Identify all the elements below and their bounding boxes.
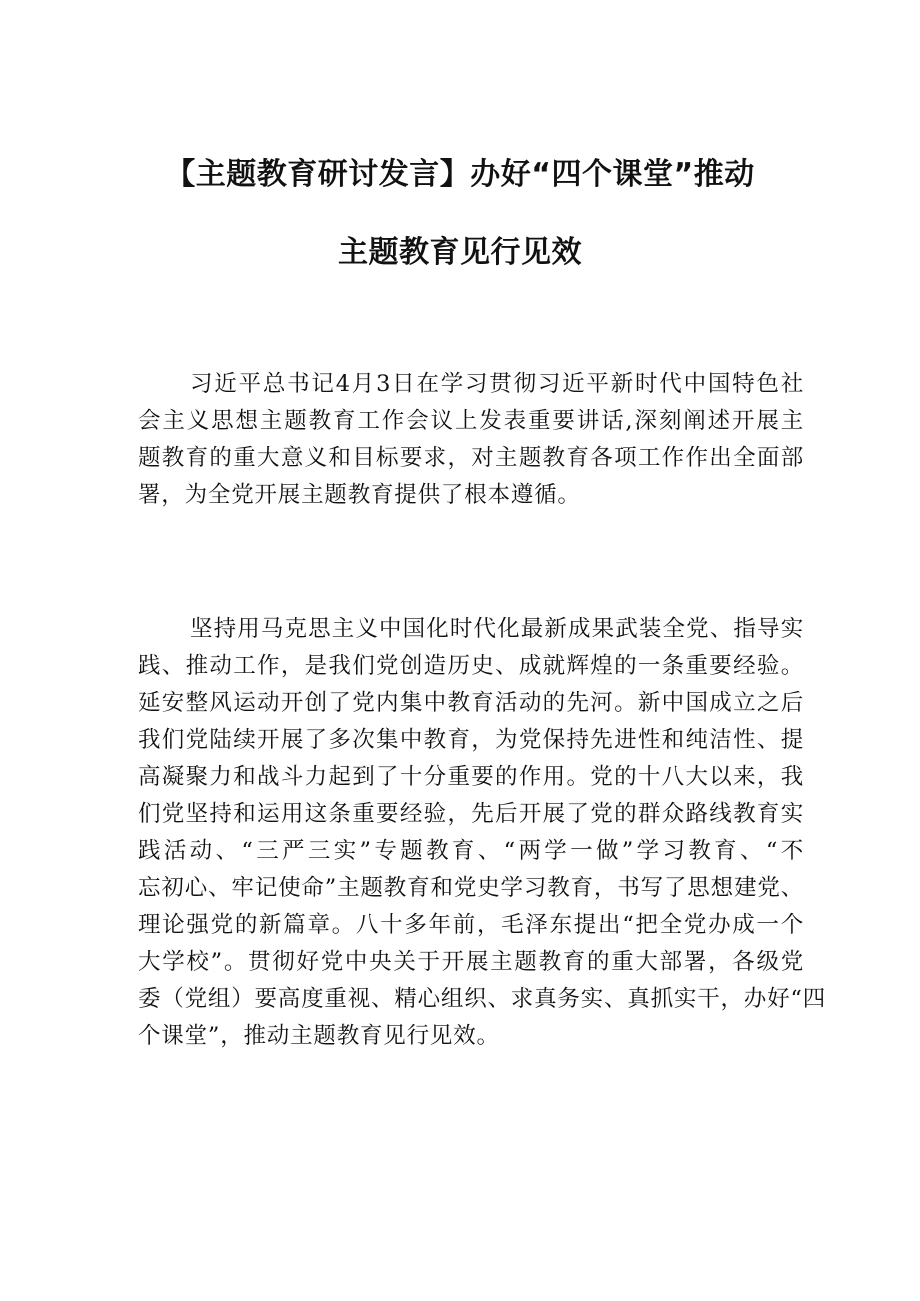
paragraph-line: 习近平总书记4月3日在学习贯彻习近平新时代中国特色社 (190, 371, 804, 397)
paragraph-line: 践活动、“三严三实”专题教育、“两学一做”学习教育、“不 (138, 838, 804, 864)
paragraph-line: 委（党组）要高度重视、精心组织、求真务实、真抓实干，办好“四 (138, 986, 827, 1012)
paragraph-line: 我们党陆续开展了多次集中教育，为党保持先进性和纯洁性、提 (138, 727, 804, 753)
paragraph-line: 理论强党的新篇章。八十多年前，毛泽东提出“把全党办成一个 (138, 912, 804, 938)
paragraph-line: 大学校”。贯彻好党中央关于开展主题教育的重大部署，各级党 (138, 949, 804, 975)
paragraph-line: 忘初心、牢记使命”主题教育和党史学习教育，书写了思想建党、 (138, 875, 804, 901)
paragraph-1 (138, 366, 804, 514)
paragraph-line: 高凝聚力和战斗力起到了十分重要的作用。党的十八大以来，我 (138, 764, 804, 790)
document-title-line-1: 【主题教育研讨发言】办好“四个课堂”推动 (165, 157, 755, 192)
paragraph-line: 们党坚持和运用这条重要经验，先后开展了党的群众路线教育实 (138, 801, 804, 827)
paragraph-line: 坚持用马克思主义中国化时代化最新成果武装全党、指导实 (190, 616, 804, 642)
document-title-line-2: 主题教育见行见效 (338, 235, 582, 270)
paragraph-line: 延安整风运动开创了党内集中教育活动的先河。新中国成立之后 (138, 690, 804, 716)
paragraph-line: 署，为全党开展主题教育提供了根本遵循。 (138, 482, 581, 508)
paragraph-line: 会主义思想主题教育工作会议上发表重要讲话,深刻阐述开展主 (138, 408, 804, 434)
paragraph-line: 践、推动工作，是我们党创造历史、成就辉煌的一条重要经验。 (138, 653, 804, 679)
paragraph-line: 个课堂”，推动主题教育见行见效。 (138, 1023, 500, 1049)
paragraph-line: 题教育的重大意义和目标要求，对主题教育各项工作作出全面部 (138, 445, 804, 471)
paragraph-2 (138, 611, 827, 1055)
